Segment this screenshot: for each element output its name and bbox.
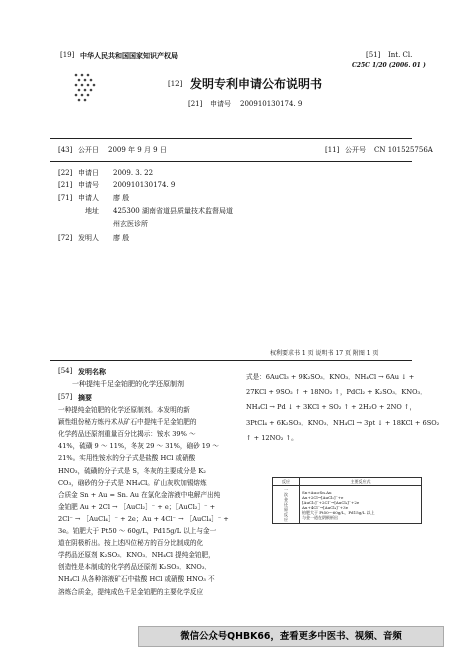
table-formula-line: 与金一道在阴极析出 (302, 514, 338, 520)
abstract-line: 学药品还原剂 K₂SO₃．KNO₃．NH₄Cl 提纯金铂肥， (58, 551, 215, 560)
office-name: 中华人民共和国国家知识产权局 (80, 51, 178, 60)
abstract-line: 一种提纯金铂肥的化学还原制剂。本发明的新 (58, 406, 190, 414)
table-left-char: 次 (284, 492, 288, 497)
abstract-label: 摘要 (78, 393, 92, 402)
abstract-line: 3e。铂肥大于 Pt50 ～ 60g/L，Pd15g/L 以上与金一 (58, 527, 217, 535)
doc-type-number: [12] (168, 80, 183, 88)
abstract-line: 化学药品还原剂重量百分比揭示：铵水 39% ～ (58, 430, 196, 439)
table-header-formula: 主要反应式 (300, 478, 422, 486)
pub-number-number: [11] (325, 146, 340, 154)
biblio-value: 廖 殷 (113, 234, 130, 242)
abstract-line: 27KCl + 9SO₂ ↑ + 18NO₂ ↑，PdCl₂ + K₂SO₃．KNO₃． (246, 388, 427, 397)
invention-title: 一种提纯千足金铂肥的化学还原制剂 (72, 380, 184, 388)
biblio-num: [22] (58, 169, 73, 177)
pub-date-number: [43] (58, 146, 73, 154)
intcl-label: Int. Cl. (388, 51, 413, 59)
biblio-value: 廖 殷 (113, 194, 130, 202)
biblio-num: [21] (58, 181, 73, 189)
table-left-char: 一 (284, 487, 288, 492)
abstract-line: 创造性是本制成的化学药品还原剂 K₂SO₃．KNO₃． (58, 563, 212, 572)
office-number: [19] (60, 51, 75, 59)
table-formula-line: Au+2Cl→[AuCl₂]⁻+e (302, 494, 344, 500)
biblio-label: 发明人 (78, 234, 99, 242)
table-right-cell (300, 486, 422, 524)
abstract-line: 3PtCl₄ + 6K₂SO₃．KNO₃．NH₄Cl → 3pt ↓ + 18KCl + 6SO₂ (246, 418, 440, 427)
title-number: [54] (58, 367, 73, 375)
abstract-line: ↑ + 12NO₂ ↑。 (246, 433, 298, 442)
abstract-line: 道在阴极析出。按上述四位秘方的百分比制成的化 (58, 539, 204, 548)
appno-value-top: 200910130174. 9 (240, 100, 303, 108)
abstract-line: HNO₃，硫磺的分子式是 S，冬灰的主要成分是 K₂ (58, 466, 206, 475)
table-left-char: 反 (284, 512, 288, 517)
table-header-reaction: 反应 (273, 478, 300, 486)
divider-mid (50, 360, 412, 361)
biblio-value: 200910130174. 9 (113, 181, 176, 189)
pub-date-value: 2009 年 9 月 9 日 (108, 146, 167, 154)
biblio-label: 申请日 (78, 169, 99, 177)
table-formula-line: Sn+Au⇒Sn.Au (302, 489, 332, 495)
table-formula-line: 铂肥大于 Pt50～60g/L，Pd15g/L 以上 (302, 509, 375, 515)
intcl-value: C25C 1/20 (2006. 01 ) (352, 62, 426, 69)
table-left-char: 还 (284, 502, 288, 507)
table-left-cell (273, 486, 300, 524)
abstract-line: 式是：6AuCl₃ + 9K₂SO₃．KNO₃．NH₄Cl → 6Au ↓ + (246, 373, 415, 381)
abstract-line: NH₄Cl → Pd ↓ + 3KCl + SO₂ ↑ + 2H₂O + 2NO ↑， (246, 403, 417, 412)
biblio-label: 申请人 (78, 194, 99, 202)
appno-label-top: 申请号 (210, 100, 231, 108)
table-formula-line: [AuCl₂]⁻+2Cl⁻→[AuCl₄]⁻+2e (302, 499, 360, 505)
abstract-line: 合质金 Sn + Au = Sn. Au 在氯化金溶液中电解产出纯 (58, 490, 221, 499)
table-left-char: 应 (284, 517, 288, 522)
reaction-table (272, 477, 422, 524)
biblio-value: 2009. 3. 22 (113, 169, 154, 177)
intcl-number: [51] (366, 51, 381, 59)
appno-number-top: [21] (188, 100, 203, 108)
biblio-value: 425300 湖南省道县质量技术监督局道 (113, 207, 233, 215)
doc-title: 发明专利申请公布说明书 (190, 77, 323, 91)
table-left-char: 金 (284, 497, 288, 502)
table-left-char: 原 (284, 507, 288, 512)
abstract-line: 颖性组份秘方炼丹术从矿石中提纯千足金铂肥的 (58, 418, 197, 427)
biblio-label: 申请号 (78, 181, 99, 189)
divider-pub (50, 161, 412, 162)
biblio-num: [72] (58, 234, 73, 242)
table-formula-line: Au+4Cl⁻→[AuCl₄]⁻+3e (302, 504, 349, 510)
abstract-line: CO₃，硇砂的分子式是 NH₄Cl。矿山灰吹加锡熔炼 (58, 478, 207, 487)
title-label: 发明名称 (78, 367, 106, 376)
pub-number-value: CN 101525756A (374, 146, 433, 154)
biblio-value: 州玄医诊所 (113, 220, 148, 228)
abstract-line: 金铂肥 Au + 2Cl → ［AuCl₂］⁻ + e；［AuCl₂］⁻ + (58, 502, 216, 511)
biblio-label: 地址 (85, 207, 99, 215)
abstract-line: 21%。实用性铵水的分子式是盐酸 HCl 或硝酸 (58, 454, 196, 463)
wechat-banner: 微信公众号QHBK66，查看更多中医书、视频、音频 (138, 626, 444, 647)
abstract-line: 41%，硫磺 9 ～ 11%，冬灰 29 ～ 31%，硇砂 19 ～ (58, 442, 219, 451)
abstract-line: 2Cl⁻ → ［AuCl₄］⁻ + 2e；Au + 4Cl⁻ → ［AuCl₄］⁻ + (58, 514, 229, 523)
biblio-num: [71] (58, 194, 73, 202)
abstract-number: [57] (58, 393, 73, 401)
abstract-line: NH₄Cl 从各种溶液矿石中盐酸 HCl 或硝酸 HNO₃ 不 (58, 575, 215, 584)
patent-office-logo (73, 72, 99, 104)
divider-top (50, 138, 412, 139)
claims-pages-line: 权利要求书 1 页 说明书 17 页 附图 1 页 (270, 350, 379, 357)
pub-number-label: 公开号 (345, 146, 366, 154)
pub-date-label: 公开日 (78, 146, 99, 154)
abstract-line: 溶炼合质金，提纯成色千足金铂肥的主要化学反应 (58, 587, 204, 596)
